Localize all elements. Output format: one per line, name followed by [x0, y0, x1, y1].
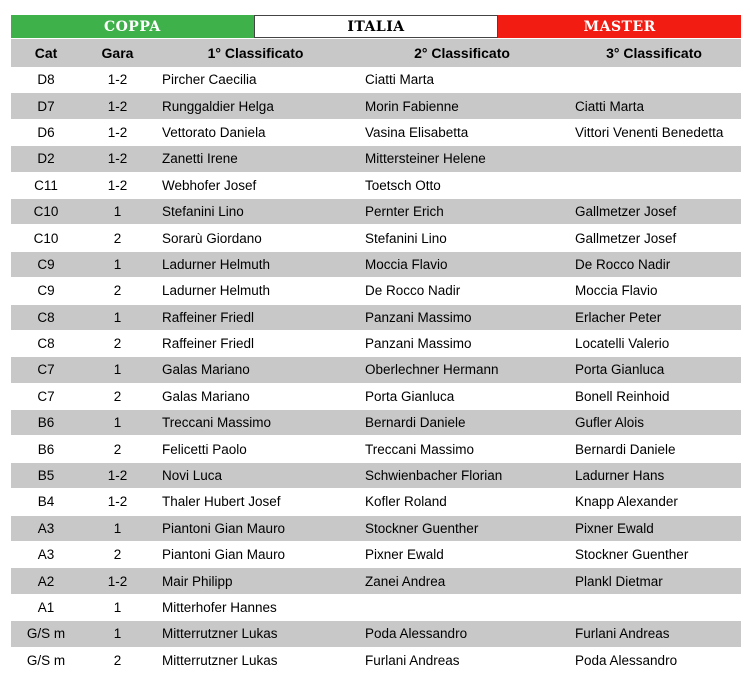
cell-gara: 2	[81, 225, 154, 251]
cell-cat: G/S m	[11, 621, 81, 647]
cell-cat: C7	[11, 383, 81, 409]
cell-cat: C11	[11, 172, 81, 198]
cell-third-place	[567, 172, 741, 198]
cell-third-place: Erlacher Peter	[567, 304, 741, 330]
cell-cat: C9	[11, 278, 81, 304]
cell-first-place: Ladurner Helmuth	[154, 251, 357, 277]
cell-cat: B4	[11, 489, 81, 515]
cell-gara: 1	[81, 621, 154, 647]
cell-cat: C7	[11, 357, 81, 383]
table-row	[11, 515, 741, 541]
table-row	[11, 462, 741, 488]
header-first-place: 1° Classificato	[154, 39, 357, 68]
cell-first-place: Runggaldier Helga	[154, 93, 357, 119]
cell-cat: A2	[11, 568, 81, 594]
title-banner	[11, 15, 741, 38]
cell-second-place: Zanei Andrea	[357, 568, 567, 594]
cell-first-place: Webhofer Josef	[154, 172, 357, 198]
cell-third-place: Moccia Flavio	[567, 278, 741, 304]
header-cat: Cat	[11, 39, 81, 68]
cell-second-place: Stockner Guenther	[357, 515, 567, 541]
cell-second-place: Stefanini Lino	[357, 225, 567, 251]
table-row	[11, 594, 741, 620]
cell-second-place: Morin Fabienne	[357, 93, 567, 119]
cell-gara: 2	[81, 278, 154, 304]
cell-cat: B6	[11, 410, 81, 436]
cell-gara: 1	[81, 515, 154, 541]
cell-cat: C8	[11, 304, 81, 330]
cell-gara: 1-2	[81, 462, 154, 488]
cell-second-place: Mittersteiner Helene	[357, 146, 567, 172]
cell-gara: 1	[81, 357, 154, 383]
cell-first-place: Raffeiner Friedl	[154, 330, 357, 356]
cell-third-place: Knapp Alexander	[567, 489, 741, 515]
cell-second-place: Pixner Ewald	[357, 542, 567, 568]
cell-third-place: Locatelli Valerio	[567, 330, 741, 356]
banner-italia: ITALIA	[254, 15, 499, 38]
cell-third-place: Bernardi Daniele	[567, 436, 741, 462]
cell-cat: G/S m	[11, 647, 81, 673]
cell-third-place	[567, 594, 741, 620]
table-row	[11, 119, 741, 145]
table-row	[11, 647, 741, 673]
cell-second-place: Toetsch Otto	[357, 172, 567, 198]
cell-cat: D2	[11, 146, 81, 172]
cell-gara: 1-2	[81, 146, 154, 172]
table-row	[11, 225, 741, 251]
table-row	[11, 383, 741, 409]
cell-first-place: Mitterrutzner Lukas	[154, 621, 357, 647]
table-row	[11, 621, 741, 647]
cell-third-place: Poda Alessandro	[567, 647, 741, 673]
header-gara: Gara	[81, 39, 154, 68]
cell-first-place: Piantoni Gian Mauro	[154, 542, 357, 568]
cell-gara: 1-2	[81, 93, 154, 119]
cell-gara: 1	[81, 251, 154, 277]
cell-cat: B5	[11, 462, 81, 488]
cell-gara: 1-2	[81, 568, 154, 594]
cell-cat: C10	[11, 198, 81, 224]
cell-second-place: Poda Alessandro	[357, 621, 567, 647]
results-table	[11, 38, 741, 674]
cell-first-place: Stefanini Lino	[154, 198, 357, 224]
cell-second-place: Furlani Andreas	[357, 647, 567, 673]
table-row	[11, 489, 741, 515]
cell-third-place: Gallmetzer Josef	[567, 198, 741, 224]
table-row	[11, 542, 741, 568]
cell-first-place: Raffeiner Friedl	[154, 304, 357, 330]
table-row	[11, 198, 741, 224]
cell-third-place: Ciatti Marta	[567, 93, 741, 119]
table-row	[11, 304, 741, 330]
header-second-place: 2° Classificato	[357, 39, 567, 68]
cell-second-place: Moccia Flavio	[357, 251, 567, 277]
header-third-place: 3° Classificato	[567, 39, 741, 68]
cell-cat: A1	[11, 594, 81, 620]
cell-second-place: Panzani Massimo	[357, 330, 567, 356]
cell-first-place: Ladurner Helmuth	[154, 278, 357, 304]
cell-gara: 1-2	[81, 119, 154, 145]
cell-third-place: De Rocco Nadir	[567, 251, 741, 277]
cell-first-place: Piantoni Gian Mauro	[154, 515, 357, 541]
cell-first-place: Mair Philipp	[154, 568, 357, 594]
cell-gara: 2	[81, 542, 154, 568]
cell-gara: 1-2	[81, 67, 154, 93]
cell-second-place: Bernardi Daniele	[357, 410, 567, 436]
cell-second-place: Vasina Elisabetta	[357, 119, 567, 145]
cell-cat: D8	[11, 67, 81, 93]
cell-cat: D7	[11, 93, 81, 119]
cell-second-place: Oberlechner Hermann	[357, 357, 567, 383]
cell-first-place: Vettorato Daniela	[154, 119, 357, 145]
table-row	[11, 568, 741, 594]
cell-second-place	[357, 594, 567, 620]
cell-third-place: Vittori Venenti Benedetta	[567, 119, 741, 145]
cell-gara: 1	[81, 594, 154, 620]
cell-second-place: Kofler Roland	[357, 489, 567, 515]
cell-third-place: Stockner Guenther	[567, 542, 741, 568]
header-row	[11, 39, 741, 68]
table-row	[11, 146, 741, 172]
cell-third-place: Porta Gianluca	[567, 357, 741, 383]
cell-third-place	[567, 67, 741, 93]
cell-gara: 1-2	[81, 489, 154, 515]
cell-first-place: Galas Mariano	[154, 357, 357, 383]
cell-third-place: Pixner Ewald	[567, 515, 741, 541]
cell-cat: D6	[11, 119, 81, 145]
cell-third-place: Gufler Alois	[567, 410, 741, 436]
cell-gara: 1	[81, 304, 154, 330]
cell-second-place: De Rocco Nadir	[357, 278, 567, 304]
table-row	[11, 330, 741, 356]
cell-third-place: Gallmetzer Josef	[567, 225, 741, 251]
cell-first-place: Thaler Hubert Josef	[154, 489, 357, 515]
cell-third-place: Ladurner Hans	[567, 462, 741, 488]
cell-cat: A3	[11, 515, 81, 541]
cell-cat: A3	[11, 542, 81, 568]
table-row	[11, 172, 741, 198]
cell-first-place: Galas Mariano	[154, 383, 357, 409]
banner-master: MASTER	[498, 15, 741, 38]
table-row	[11, 436, 741, 462]
table-row	[11, 93, 741, 119]
table-row	[11, 410, 741, 436]
table-row	[11, 67, 741, 93]
cell-second-place: Ciatti Marta	[357, 67, 567, 93]
cell-first-place: Mitterrutzner Lukas	[154, 647, 357, 673]
cell-cat: C8	[11, 330, 81, 356]
cell-first-place: Treccani Massimo	[154, 410, 357, 436]
cell-third-place	[567, 146, 741, 172]
cell-cat: C9	[11, 251, 81, 277]
cell-cat: B6	[11, 436, 81, 462]
cell-gara: 2	[81, 647, 154, 673]
cell-first-place: Felicetti Paolo	[154, 436, 357, 462]
cell-first-place: Novi Luca	[154, 462, 357, 488]
cell-gara: 1	[81, 198, 154, 224]
cell-second-place: Treccani Massimo	[357, 436, 567, 462]
cell-gara: 2	[81, 383, 154, 409]
table-row	[11, 251, 741, 277]
cell-third-place: Bonell Reinhoid	[567, 383, 741, 409]
cell-first-place: Sorarù Giordano	[154, 225, 357, 251]
cell-second-place: Porta Gianluca	[357, 383, 567, 409]
cell-gara: 1	[81, 410, 154, 436]
cell-first-place: Mitterhofer Hannes	[154, 594, 357, 620]
cell-third-place: Furlani Andreas	[567, 621, 741, 647]
cell-gara: 2	[81, 436, 154, 462]
table-row	[11, 278, 741, 304]
cell-first-place: Zanetti Irene	[154, 146, 357, 172]
cell-second-place: Pernter Erich	[357, 198, 567, 224]
cell-third-place: Plankl Dietmar	[567, 568, 741, 594]
cell-gara: 1-2	[81, 172, 154, 198]
cell-second-place: Schwienbacher Florian	[357, 462, 567, 488]
cell-first-place: Pircher Caecilia	[154, 67, 357, 93]
cell-second-place: Panzani Massimo	[357, 304, 567, 330]
banner-coppa: COPPA	[11, 15, 254, 38]
cell-gara: 2	[81, 330, 154, 356]
results-body	[11, 67, 741, 673]
cell-cat: C10	[11, 225, 81, 251]
table-row	[11, 357, 741, 383]
